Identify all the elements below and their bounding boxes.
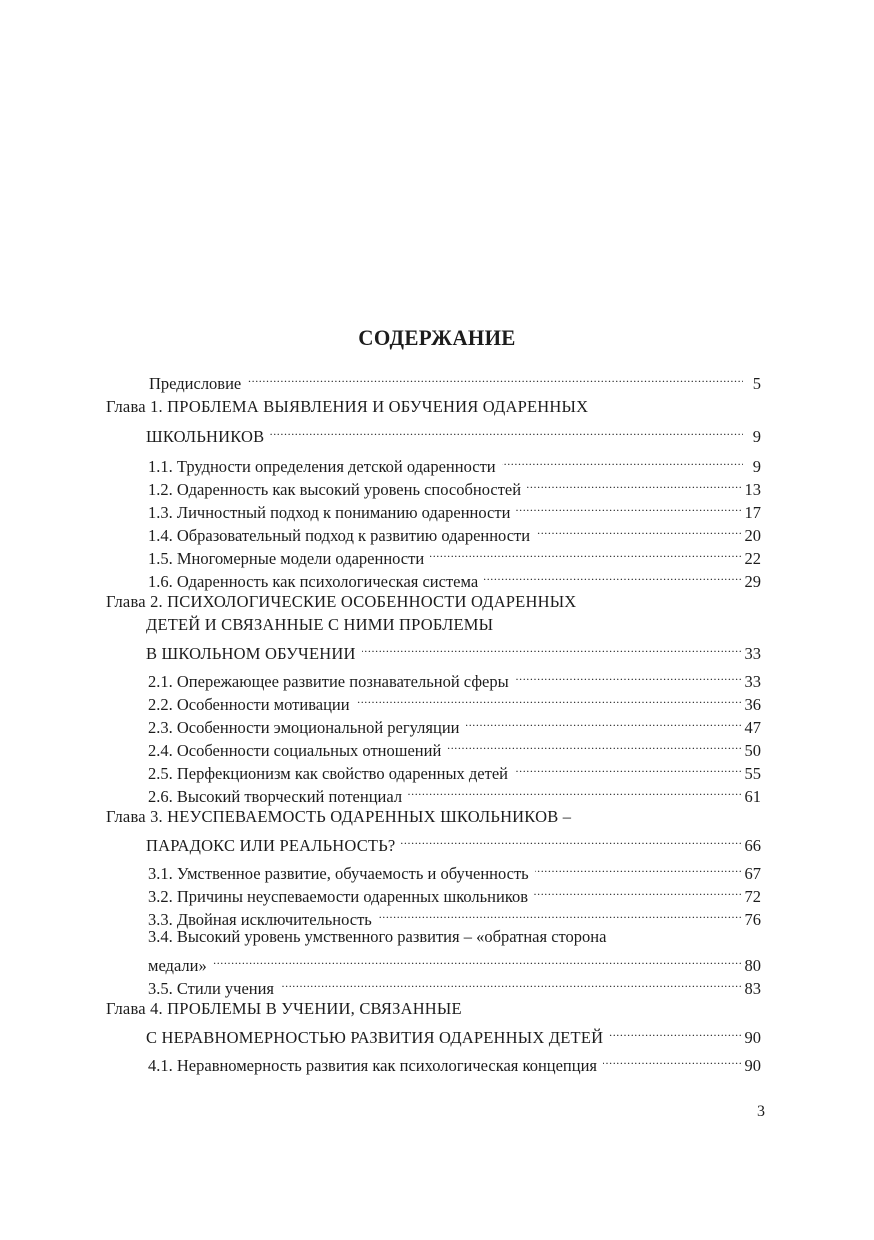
toc-section-1-3[interactable] <box>148 496 761 522</box>
toc-section-3-4-line-1[interactable] <box>148 926 761 948</box>
toc-section-2-6[interactable] <box>148 780 761 806</box>
toc-section-1-4[interactable] <box>148 519 761 545</box>
toc-section-3-5[interactable] <box>148 972 761 998</box>
toc-entry-text: медали» <box>148 956 207 975</box>
leader-dots <box>534 880 740 902</box>
toc-entry-text: С НЕРАВНОМЕРНОСТЬЮ РАЗВИТИЯ ОДАРЕННЫХ ДЕТЕЙ <box>146 1028 604 1047</box>
toc-title: СОДЕРЖАНИЕ <box>358 325 516 350</box>
leader-dots <box>514 757 741 779</box>
toc-entry-text: 2.1. Опережающее развитие познавательной сферы <box>148 672 509 691</box>
toc-page-number: 90 <box>744 1056 761 1075</box>
toc-entry-text: Предисловие <box>149 374 242 393</box>
toc-page-number: 9 <box>752 427 761 446</box>
toc-page-number: 50 <box>744 741 761 760</box>
toc-section-3-4[interactable] <box>148 949 761 975</box>
toc-page-number: 22 <box>744 549 761 568</box>
toc-page-number: 83 <box>744 979 761 998</box>
toc-chapter-4[interactable] <box>146 1021 761 1047</box>
toc-entry-text: 3.2. Причины неуспеваемости одаренных школьников <box>148 887 529 906</box>
toc-section-2-2[interactable] <box>148 688 761 714</box>
toc-entry-text: 3.3. Двойная исключительность <box>148 910 372 929</box>
toc-page-number: 33 <box>744 644 761 663</box>
toc-entry-text: ШКОЛЬНИКОВ <box>146 427 265 446</box>
toc-entry-text: 1.3. Личностный подход к пониманию одаренности <box>148 503 511 522</box>
toc-page-number: 33 <box>744 672 761 691</box>
leader-dots <box>270 420 743 442</box>
toc-chapter-3-heading[interactable] <box>106 806 761 828</box>
toc-chapter-2-heading[interactable] <box>106 591 761 613</box>
toc-page-number: 47 <box>744 718 761 737</box>
toc-entry-text: ПАРАДОКС ИЛИ РЕАЛЬНОСТЬ? <box>146 836 396 855</box>
toc-section-2-5[interactable] <box>148 757 761 783</box>
toc-page-number: 17 <box>744 503 761 522</box>
toc-entry-text: 3.5. Стили учения <box>148 979 275 998</box>
toc-section-3-3[interactable] <box>148 903 761 929</box>
toc-entry-preface[interactable] <box>149 367 761 393</box>
leader-dots <box>484 565 740 587</box>
leader-dots <box>516 496 740 518</box>
toc-section-1-5[interactable] <box>148 542 761 568</box>
toc-page-number: 5 <box>752 374 761 393</box>
toc-entry-text: 1.4. Образовательный подход к развитию одаренности <box>148 526 531 545</box>
toc-page-number: 13 <box>744 480 761 499</box>
toc-page-number: 90 <box>744 1028 761 1047</box>
toc-entry-text: Глава 2. ПСИХОЛОГИЧЕСКИЕ ОСОБЕННОСТИ ОДАРЕННЫХ <box>106 592 577 611</box>
toc-entry-text: 2.3. Особенности эмоциональной регуляции <box>148 718 460 737</box>
leader-dots <box>356 688 741 710</box>
toc-page-number: 66 <box>744 836 761 855</box>
toc-section-3-2[interactable] <box>148 880 761 906</box>
toc-section-4-1[interactable] <box>148 1049 761 1075</box>
toc-chapter-2-heading-line-2[interactable] <box>146 614 761 636</box>
toc-entry-text: В ШКОЛЬНОМ ОБУЧЕНИИ <box>146 644 356 663</box>
toc-page-number: 67 <box>744 864 761 883</box>
leader-dots <box>466 711 741 733</box>
toc-page-number: 76 <box>744 910 761 929</box>
toc-page-number: 36 <box>744 695 761 714</box>
toc-chapter-4-heading[interactable] <box>106 998 761 1020</box>
page-number: 3 <box>757 1103 765 1120</box>
leader-dots <box>408 780 740 802</box>
toc-entry-text: Глава 1. ПРОБЛЕМА ВЫЯВЛЕНИЯ И ОБУЧЕНИЯ ОДАРЕННЫХ <box>106 397 589 416</box>
toc-entry-text: 1.1. Трудности определения детской одаренности <box>148 457 496 476</box>
toc-entry-text: Глава 4. ПРОБЛЕМЫ В УЧЕНИИ, СВЯЗАННЫЕ <box>106 999 462 1018</box>
leader-dots <box>536 519 740 541</box>
toc-page-number: 55 <box>744 764 761 783</box>
leader-dots <box>609 1021 740 1043</box>
leader-dots <box>502 450 743 472</box>
toc-page-number: 61 <box>744 787 761 806</box>
toc-entry-text: ДЕТЕЙ И СВЯЗАННЫЕ С НИМИ ПРОБЛЕМЫ <box>146 615 494 634</box>
toc-entry-text: 3.1. Умственное развитие, обучаемость и обученность <box>148 864 529 883</box>
toc-chapter-2[interactable] <box>146 637 761 663</box>
toc-entry-text: 2.2. Особенности мотивации <box>148 695 350 714</box>
toc-section-3-1[interactable] <box>148 857 761 883</box>
leader-dots <box>535 857 741 879</box>
toc-page-number: 80 <box>744 956 761 975</box>
toc-section-1-2[interactable] <box>148 473 761 499</box>
toc-section-2-1[interactable] <box>148 665 761 691</box>
leader-dots <box>430 542 740 564</box>
toc-chapter-1[interactable] <box>146 420 761 446</box>
leader-dots <box>247 367 743 389</box>
toc-entry-text: 2.5. Перфекционизм как свойство одаренных детей <box>148 764 508 783</box>
leader-dots <box>362 637 741 659</box>
toc-section-2-3[interactable] <box>148 711 761 737</box>
toc-entry-text: 1.2. Одаренность как высокий уровень способностей <box>148 480 522 499</box>
toc-page-number: 29 <box>744 572 761 591</box>
toc-entry-text: 2.6. Высокий творческий потенциал <box>148 787 403 806</box>
toc-page-number: 9 <box>752 457 761 476</box>
toc-entry-text: Глава 3. НЕУСПЕВАЕМОСТЬ ОДАРЕННЫХ ШКОЛЬНИКОВ – <box>106 807 572 826</box>
toc-section-1-6[interactable] <box>148 565 761 591</box>
leader-dots <box>527 473 740 495</box>
leader-dots <box>280 972 740 994</box>
toc-section-2-4[interactable] <box>148 734 761 760</box>
leader-dots <box>213 949 741 971</box>
leader-dots <box>515 665 741 687</box>
leader-dots <box>447 734 740 756</box>
leader-dots <box>401 829 740 851</box>
leader-dots <box>378 903 741 925</box>
toc-page-number: 20 <box>744 526 761 545</box>
toc-chapter-3[interactable] <box>146 829 761 855</box>
toc-entry-text: 3.4. Высокий уровень умственного развития – «обратная сторона <box>148 927 607 946</box>
toc-page-number: 72 <box>744 887 761 906</box>
toc-entry-text: 4.1. Неравномерность развития как психологическая концепция <box>148 1056 598 1075</box>
toc-entry-text: 1.6. Одаренность как психологическая система <box>148 572 479 591</box>
toc-entry-text: 2.4. Особенности социальных отношений <box>148 741 442 760</box>
toc-chapter-1-heading[interactable] <box>106 396 761 418</box>
toc-section-1-1[interactable] <box>148 450 761 476</box>
leader-dots <box>603 1049 740 1071</box>
toc-entry-text: 1.5. Многомерные модели одаренности <box>148 549 425 568</box>
